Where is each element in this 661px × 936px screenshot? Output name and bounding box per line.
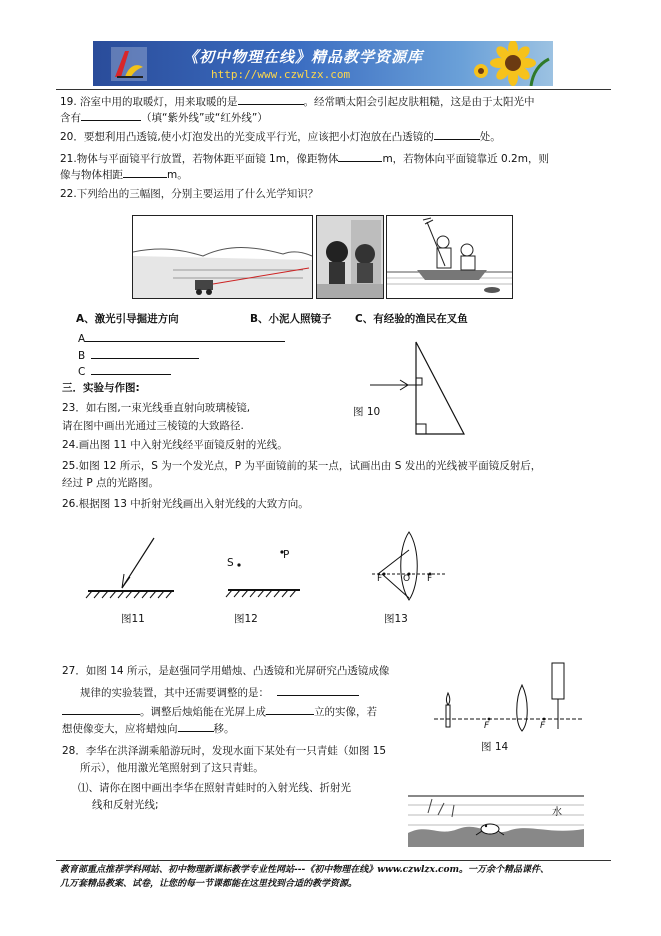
question-23-line2: 请在图中画出光通过三棱镜的大致路径.	[62, 420, 244, 432]
q19-blank-1[interactable]	[238, 93, 304, 105]
q21-text-4: m。	[167, 169, 188, 181]
question-21-line2	[60, 166, 188, 183]
figure-13-focus-left: F	[377, 574, 383, 584]
q27-text-2: 。调整后烛焰能在光屏上成	[140, 706, 266, 718]
q21-text-1: 21.物体与平面镜平行放置，若物体距平面镜 1m，像距物体	[60, 153, 339, 165]
figure-14-caption: 图 14	[481, 741, 509, 753]
question-28-sub-line1: ⑴、请你在图中画出李华在照射青蛙时的入射光线、折射光	[78, 782, 351, 794]
q27-blank-3[interactable]	[266, 703, 314, 715]
q19-text-1: 19. 浴室中用的取暖灯，用来取暖的是	[60, 96, 238, 108]
q22-option-c: C、有经验的渔民在叉鱼	[355, 313, 468, 325]
banner-title: 《初中物理在线》精品教学资源库	[183, 48, 424, 66]
tunnel-drawing	[133, 216, 312, 298]
figure-11-caption: 图11	[121, 613, 145, 625]
q21-text-2: m，若物体向平面镜靠近 0.2m，则	[382, 153, 549, 165]
q27-text-4: 想使像变大，应将蜡烛向	[62, 723, 178, 735]
q22-answer-c	[78, 363, 171, 380]
q22-answer-a-label: A	[78, 333, 86, 345]
figure-12-point-s: S	[227, 557, 234, 569]
question-21	[60, 150, 549, 167]
q21-blank-1[interactable]	[338, 150, 382, 162]
header-banner	[93, 41, 553, 86]
header-rule	[56, 89, 611, 90]
section-3-heading: 三．实验与作图:	[62, 382, 140, 394]
q27-text-1: 规律的实验装置，其中还需要调整的是：	[80, 687, 269, 699]
q27-blank-4[interactable]	[178, 720, 214, 732]
footer-line-1: 教育部重点推荐学科网站、初中物理新课标教学专业性网站---《初中物理在线》www.czwlzx.com。一万余个精品课件、	[60, 865, 550, 875]
question-23-line1: 23．如右图,一束光线垂直射向玻璃棱镜,	[62, 402, 251, 414]
figure-10-prism	[360, 338, 470, 438]
question-19	[60, 93, 535, 110]
question-25-line2: 经过 P 点的光路图。	[62, 477, 160, 489]
footer-rule	[56, 860, 611, 861]
q22-option-b: B、小泥人照镜子	[250, 313, 332, 325]
q21-blank-2[interactable]	[123, 166, 167, 178]
q27-blank-1[interactable]	[277, 684, 359, 696]
footer-line-2: 几万套精品教案、试卷，让您的每一节课都能在这里找到合适的教学资源。	[60, 879, 358, 889]
q27-text-3: 立的实像，若	[314, 706, 377, 718]
q20-text-2: 处。	[479, 131, 501, 143]
question-22: 22.下列给出的三幅图，分别主要运用了什么光学知识？	[60, 188, 319, 200]
figure-15-pond	[408, 793, 584, 847]
figure-14-focus-left: F	[484, 721, 490, 731]
q27-text-5: 移。	[213, 723, 235, 735]
figure-12-caption: 图12	[234, 613, 258, 625]
q20-blank[interactable]	[434, 128, 480, 140]
question-24: 24.画出图 11 中入射光线经平面镜反射的光线。	[62, 439, 288, 451]
q27-blank-2[interactable]	[62, 703, 140, 715]
q19-text-3: 含有	[60, 112, 81, 124]
figure-11-mirror	[86, 534, 176, 604]
figure-15-water-label: 水	[552, 807, 562, 818]
q22-answer-c-label: C	[78, 366, 86, 378]
q20-text-1: 20．要想利用凸透镜,使小灯泡发出的光变成平行光，应该把小灯泡放在凸透镜的	[60, 131, 434, 143]
figure-14-apparatus	[434, 655, 584, 735]
q22-answer-b	[78, 347, 199, 364]
fisherman-spear-picture	[386, 215, 513, 299]
question-28-sub-line2: 线和反射光线;	[92, 799, 159, 811]
clay-figure-mirror-picture	[316, 215, 384, 299]
q22-answer-b-blank[interactable]	[91, 347, 199, 359]
question-19-line2	[60, 109, 268, 126]
question-26: 26.根据图 13 中折射光线画出入射光线的大致方向。	[62, 498, 309, 510]
site-logo-icon	[111, 47, 147, 81]
figure-13-focus-right: F	[427, 574, 433, 584]
q22-answer-c-blank[interactable]	[91, 363, 171, 375]
question-20	[60, 128, 501, 145]
q22-answer-a-blank[interactable]	[85, 330, 285, 342]
question-28-line2: 所示），他用激光笔照射到了这只青蛙。	[80, 762, 264, 774]
question-27-line3	[62, 703, 377, 720]
figure-10-caption: 图 10	[353, 406, 381, 418]
figure-14-focus-right: F	[540, 721, 546, 731]
q19-text-4: （填“紫外线”或“红外线”）	[141, 112, 268, 124]
figure-13-center: O	[403, 574, 411, 584]
question-25-line1: 25.如图 12 所示，S 为一个发光点，P 为平面镜前的某一点，试画出由 S 发出的光线被平面镜反射后，	[62, 460, 542, 472]
question-28-line1: 28．李华在洪泽湖乘船游玩时，发现水面下某处有一只青蛙（如图 15	[62, 745, 387, 757]
q19-blank-2[interactable]	[81, 109, 141, 121]
q22-option-a: A、激光引导掘进方向	[76, 313, 179, 325]
q22-answer-b-label: B	[78, 350, 86, 362]
figure-13-lens	[370, 528, 450, 604]
question-27-line1: 27．如图 14 所示，是赵强同学用蜡烛、凸透镜和光屏研究凸透镜成像	[62, 665, 390, 677]
banner-url[interactable]: http://www.czwlzx.com	[211, 68, 351, 81]
figure-13-caption: 图13	[384, 613, 408, 625]
question-27-line2	[80, 684, 359, 701]
clay-figure-drawing	[317, 216, 383, 298]
q21-text-3: 像与物体相距	[60, 169, 123, 181]
figure-12-point-p: P	[283, 549, 290, 561]
question-27-line4	[62, 720, 235, 737]
laser-tunnel-picture	[132, 215, 313, 299]
fisherman-drawing	[387, 216, 512, 298]
q22-answer-a	[78, 330, 285, 347]
q19-text-2: 。经常晒太阳会引起皮肤粗糙，这是由于太阳光中	[303, 96, 535, 108]
sunflower-icon	[471, 41, 553, 86]
figure-12-mirror	[226, 548, 306, 598]
